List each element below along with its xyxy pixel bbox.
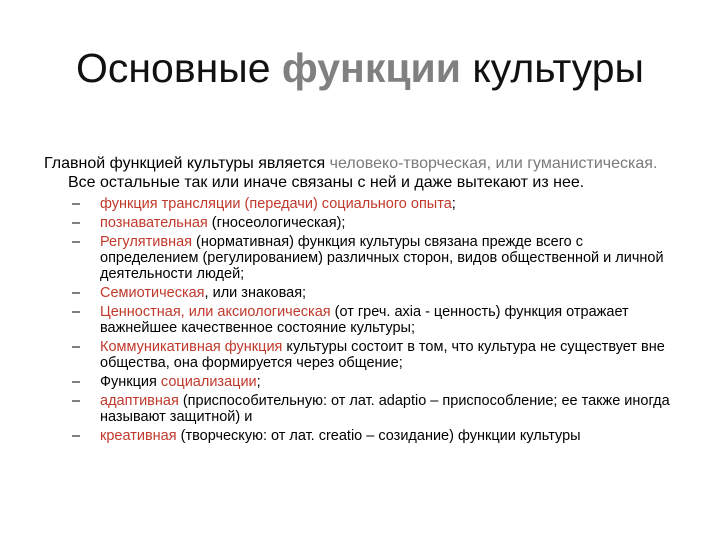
list-item — [72, 196, 684, 212]
title-accent: функции — [281, 45, 461, 91]
list-item — [72, 304, 684, 336]
bullet-dash: – — [72, 339, 81, 355]
list-item — [72, 234, 684, 282]
item-post: (от греч. axia - ценность) функция отражает важнейшее качественное состояние культуры; — [100, 304, 629, 336]
item-highlight: адаптивная — [100, 393, 179, 409]
item-highlight: Ценностная, или аксиологическая — [100, 304, 331, 320]
slide-title — [0, 44, 720, 92]
item-post: (нормативная) функция культуры связана прежде всего с определением (регулированием) различных сторон, видов общественной и личной деятельности людей; — [100, 234, 664, 282]
item-pre: Функция — [100, 374, 161, 390]
bullet-dash: – — [72, 374, 81, 390]
item-highlight: Семиотическая — [100, 285, 205, 301]
bullet-dash: – — [72, 428, 81, 444]
item-post: ; — [256, 374, 261, 390]
functions-list — [44, 196, 684, 444]
list-item — [72, 428, 684, 444]
bullet-dash: – — [72, 215, 81, 231]
slide-content — [44, 154, 684, 447]
bullet-dash: – — [72, 393, 81, 409]
item-highlight: познавательная — [100, 215, 208, 231]
item-post: (гносеологическая); — [207, 215, 346, 231]
bullet-dash: – — [72, 304, 81, 320]
item-post: ; — [451, 196, 456, 212]
item-post: , или знаковая; — [204, 285, 307, 301]
bullet-dash: – — [72, 285, 81, 301]
bullet-dash: – — [72, 196, 81, 212]
item-post: (приспособительную: от лат. adaptio – приспособление; ее также иногда называют защитной) и — [100, 393, 670, 425]
intro-highlight: человеко-творческая, или гуманистическая. — [329, 155, 658, 172]
item-highlight: функция трансляции (передачи) социального опыта — [100, 196, 452, 212]
list-item — [72, 374, 684, 390]
item-highlight: Коммуникативная функция — [100, 339, 283, 355]
intro-text1: Главной функцией культуры является — [44, 155, 330, 172]
list-item — [72, 285, 684, 301]
title-part1: Основные — [76, 45, 282, 91]
list-item — [72, 215, 684, 231]
intro-text2: Все остальные так или иначе связаны с ней и даже вытекают из нее. — [68, 174, 585, 191]
item-highlight: социализации — [160, 374, 257, 390]
list-item — [72, 339, 684, 371]
title-part2: культуры — [460, 45, 644, 91]
item-post: (творческую: от лат. creatio – созидание) функции культуры — [176, 428, 581, 444]
item-highlight: Регулятивная — [100, 234, 192, 250]
list-item — [72, 393, 684, 425]
bullet-dash: – — [72, 234, 81, 250]
item-post: культуры состоит в том, что культура не существует вне общества, она формируется через общение; — [100, 339, 665, 371]
intro-paragraph — [44, 154, 684, 192]
item-highlight: креативная — [100, 428, 177, 444]
